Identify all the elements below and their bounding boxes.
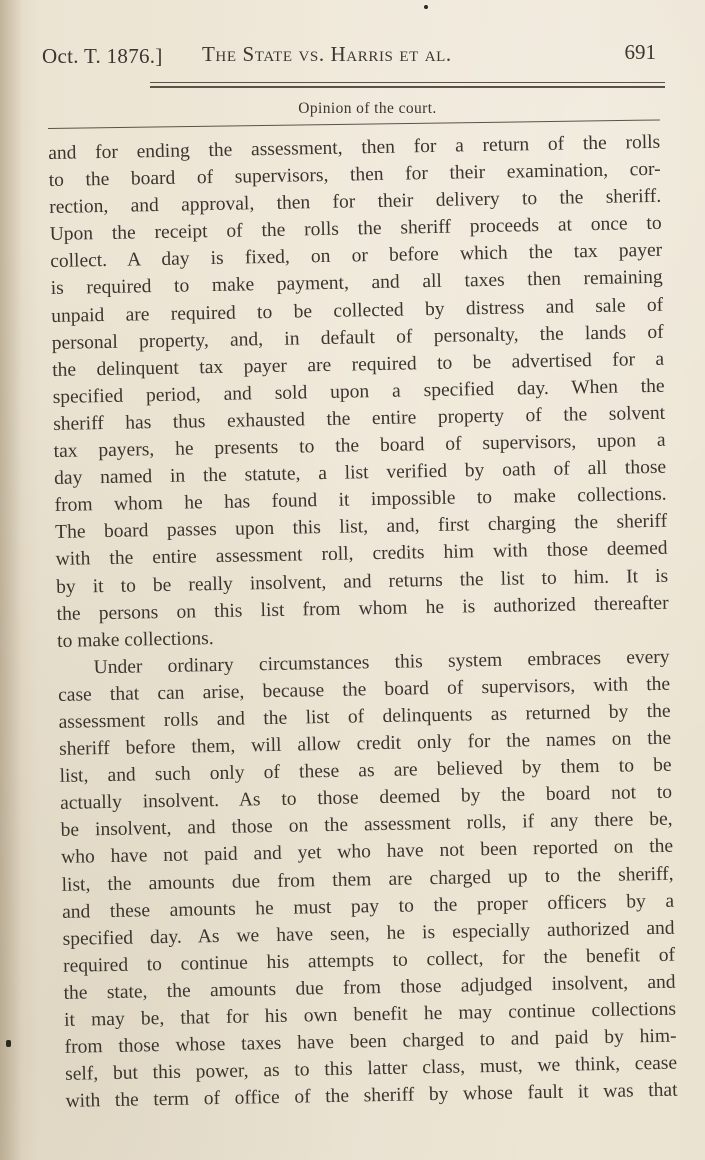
text-line: actually insolvent. As to those deemed by the board not to: [59, 781, 673, 815]
text-line: Under ordinary circumstances this system embraces every: [93, 646, 670, 679]
text-line: with the entire assessment roll, credits him with those deemed: [55, 538, 668, 571]
text-line: day named in the statute, a list verified by oath of all those: [54, 456, 667, 490]
text-line: is required to make payment, and all taxes then remaining: [50, 267, 663, 300]
ink-speck: [424, 5, 428, 9]
text-line: Upon the receipt of the rolls the sheriff proceeds at once to: [49, 213, 662, 246]
text-line: The board passes upon this list, and, first charging the sheriff: [55, 511, 668, 544]
text-line: personal property, and, in default of personalty, the lands of: [51, 321, 664, 354]
text-line: list, and such only of these as are believed by them to be: [59, 754, 672, 788]
text-line: the delinquent tax payer are required to be advertised for a: [52, 348, 665, 381]
text-line: from those whose taxes have been charged to and paid by him-: [64, 1025, 677, 1058]
text-line: case that can arise, because the board of supervisors, with the: [57, 673, 671, 706]
subheading-rule: [48, 119, 660, 129]
text-line: the state, the amounts due from those adjudged insolvent, and: [63, 971, 676, 1004]
header-rule: [150, 86, 665, 88]
text-line: from whom he has found it impossible to make collections.: [54, 483, 667, 517]
gutter-shadow: [0, 0, 22, 1160]
text-line: and these amounts he must pay to the proper officers by a: [61, 890, 675, 923]
text-line: with the term of office of the sheriff by whose fault it was that: [65, 1079, 678, 1113]
text-line: to the board of supervisors, then for their examination, cor-: [48, 158, 661, 192]
text-line: to make collections.: [56, 627, 214, 652]
text-line: sheriff before them, will allow credit only for the names on the: [58, 727, 672, 760]
text-line: list, the amounts due from them are charged up to the sheriff,: [61, 863, 674, 896]
term-label: Oct. T. 1876.]: [42, 44, 163, 68]
text-line: by it to be really insolvent, and returns the list to him. It is: [55, 565, 669, 598]
text-line: who have not paid and yet who have not been reported on the: [60, 836, 674, 869]
text-line: rection, and approval, then for their delivery to the sheriff.: [49, 185, 662, 219]
opinion-text: [48, 129, 678, 1115]
ink-speck: [6, 1040, 11, 1047]
text-line: required to continue his attempts to collect, for the benefit of: [62, 944, 676, 977]
running-head: [42, 40, 656, 76]
section-subheading: Opinion of the court.: [298, 100, 437, 117]
text-line: and for ending the assessment, then for a return of the rolls: [48, 131, 661, 164]
text-line: specified day. As we have seen, he is especially authorized and: [62, 917, 675, 950]
text-line: sheriff has thus exhausted the entire property of the solvent: [53, 402, 666, 435]
text-line: assessment rolls and the list of delinquents as returned by the: [58, 700, 671, 733]
page-number: 691: [624, 40, 656, 64]
text-line: the persons on this list from whom he is authorized thereafter: [56, 592, 669, 625]
header-rule: [150, 82, 665, 83]
text-line: self, but this power, as to this latter class, must, we think, cease: [64, 1052, 678, 1086]
case-title: The State vs. Harris et al.: [202, 42, 452, 66]
text-line: it may be, that for his own benefit he may continue collections: [63, 998, 677, 1031]
text-line: tax payers, he presents to the board of supervisors, upon a: [53, 429, 666, 462]
text-line: be insolvent, and those on the assessment rolls, if any there be,: [60, 809, 673, 842]
text-line: collect. A day is fixed, on or before which the tax payer: [50, 240, 663, 273]
text-line: unpaid are required to be collected by distress and sale of: [51, 294, 664, 327]
text-line: specified period, and sold upon a specified day. When the: [52, 375, 665, 408]
